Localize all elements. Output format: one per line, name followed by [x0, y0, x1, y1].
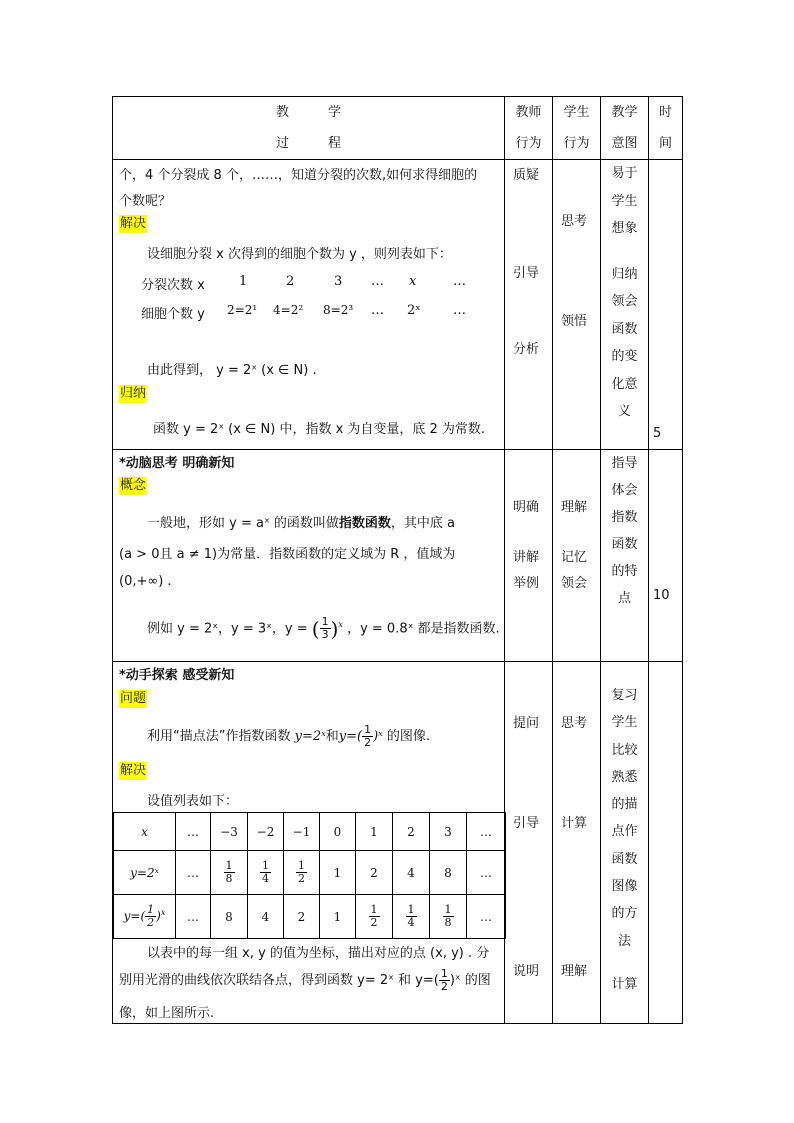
header-time-line2: 间	[658, 136, 672, 151]
table-cell: …	[176, 851, 211, 895]
intent-3-5: 点作	[611, 824, 638, 840]
table-intro: 设值列表如下：	[147, 794, 239, 809]
row-explore	[113, 662, 683, 1024]
intent-2-2: 指数	[611, 510, 638, 525]
table-cell: 2	[284, 895, 320, 939]
intent-3-7: 图像	[611, 879, 638, 895]
header-student	[553, 97, 601, 160]
table-cell: …	[467, 895, 506, 939]
cell-count-2: 4=2²	[273, 303, 304, 317]
division-count-x: x	[409, 274, 417, 289]
table-cell: 4	[248, 895, 284, 939]
x-label: x	[114, 813, 176, 851]
time-value-2: 10	[653, 588, 670, 603]
header-student-line2: 行为	[563, 136, 590, 151]
table-cell: −3	[211, 813, 248, 851]
after-text-1: 以表中的每一组 x, y 的值为坐标，描出对应的点 (x, y) . 分	[147, 946, 490, 961]
intent-2-1: 体会	[611, 483, 638, 498]
teacher-cell-2	[505, 450, 553, 662]
header-row	[113, 97, 683, 160]
after-text-3: 像，如上图所示.	[119, 1006, 215, 1021]
table-cell: $\frac{1}{2}$	[284, 851, 320, 895]
time-cell-3	[649, 662, 683, 1024]
teacher-cell-1	[505, 160, 553, 450]
table-cell: $\frac{1}{4}$	[393, 895, 430, 939]
intent-cell-1	[601, 160, 649, 450]
tag-question: 问题	[120, 691, 147, 706]
header-process	[113, 97, 505, 160]
table-cell: $\frac{1}{8}$	[430, 895, 467, 939]
student-comprehend: 领悟	[561, 314, 588, 329]
value-table-row-y2	[114, 895, 506, 939]
teacher-ask: 提问	[513, 716, 540, 731]
intent-cell-3	[601, 662, 649, 1024]
teacher-explain: 讲解	[513, 550, 540, 565]
row-concept	[113, 450, 683, 662]
table-cell: $\frac{1}{4}$	[248, 851, 284, 895]
division-count-2: 2	[286, 274, 295, 289]
result-formula: 由此得到， y = 2ˣ (x ∈ N) .	[147, 363, 317, 378]
table-cell: 8	[211, 895, 248, 939]
concept-text-2: ，其中底 a	[390, 516, 455, 531]
section-heading-explore: *动手探索 感受新知	[119, 668, 235, 683]
header-teacher-line2: 行为	[515, 136, 542, 151]
header-intent	[601, 97, 649, 160]
cell-count-1: 2=2¹	[227, 303, 258, 317]
process-cell-3	[113, 662, 505, 1024]
division-count-label: 分裂次数 x	[141, 278, 205, 293]
header-teacher	[505, 97, 553, 160]
division-count-ellipsis-2: …	[453, 274, 466, 289]
table-cell: 1	[320, 851, 356, 895]
assume-text: 设细胞分裂 x 次得到的细胞个数为 y ，则列表如下：	[147, 247, 452, 262]
after-text-2: 别用光滑的曲线依次联结各点，得到函数 y= 2ˣ 和 y=( $\frac{1}{2}$ )ˣ 的图	[119, 967, 491, 993]
student-think-2: 思考	[561, 716, 588, 731]
student-understand-2: 理解	[561, 964, 588, 979]
formula-2x: y=2ˣ	[294, 729, 326, 744]
intent-1-b-4: 化意	[611, 376, 638, 392]
example-fraction: $\frac{1}{3}$	[321, 615, 329, 642]
division-count-ellipsis: …	[371, 274, 384, 289]
summary-text: 函数 y = 2ˣ (x ∈ N) 中，指数 x 为自变量，底 2 为常数.	[153, 422, 486, 437]
cell-count-ellipsis: …	[371, 303, 384, 318]
student-cell-1	[553, 160, 601, 450]
time-value-1: 5	[653, 426, 662, 441]
concept-text-1: 一般地，形如 y = aˣ 的函数叫做	[147, 516, 339, 531]
intent-3-9: 法	[617, 933, 631, 949]
table-cell: 1	[320, 895, 356, 939]
intent-1-b-1: 领会	[611, 294, 638, 309]
table-cell: 3	[430, 813, 467, 851]
division-count-3: 3	[334, 274, 343, 289]
table-cell: $\frac{1}{2}$	[356, 895, 393, 939]
header-intent-line1: 教学	[611, 105, 638, 120]
intent-3-2: 比较	[611, 742, 638, 758]
intent-3-8: 的方	[611, 906, 638, 922]
table-cell: 8	[430, 851, 467, 895]
division-count-1: 1	[239, 274, 248, 289]
intent-3-0: 复习	[611, 688, 638, 703]
header-time-line1: 时	[658, 105, 672, 120]
teacher-guide: 引导	[513, 266, 540, 281]
student-cell-3	[553, 662, 601, 1024]
intent-1-a-1: 学生	[611, 193, 638, 209]
table-cell: …	[467, 851, 506, 895]
header-intent-line2: 意图	[611, 136, 638, 151]
header-teacher-line1: 教师	[515, 105, 542, 120]
table-cell: 4	[393, 851, 430, 895]
time-cell-1	[649, 160, 683, 450]
value-table	[113, 812, 506, 939]
process-cell-2: *动脑思考 明确新知 概念 一般地，形如 y = aˣ 的函数叫做指数函数，其中底 a (a > 0且 a ≠ 1)为常量．指数函数的定义域为 R ，值域为 (0,+∞) . 例如 y = 2ˣ，y = 3ˣ，y = ( $\frac{1}{3}$ )$^x$ ，y = 0.8ˣ 都是指数函数.	[113, 450, 505, 662]
intro-line-1: 个，4 个分裂成 8 个，……，知道分裂的次数,如何求得细胞的	[119, 168, 478, 183]
table-cell: 1	[356, 813, 393, 851]
student-memorize: 记忆	[561, 550, 588, 565]
table-cell: −2	[248, 813, 284, 851]
intent-3-6: 函数	[611, 851, 638, 867]
teacher-describe: 说明	[513, 964, 540, 979]
intent-2-3: 函数	[611, 537, 638, 552]
table-cell: …	[176, 813, 211, 851]
table-cell: $\frac{1}{8}$	[211, 851, 248, 895]
student-think: 思考	[561, 214, 588, 229]
intent-1-b-2: 函数	[611, 321, 638, 337]
intent-1-a-0: 易于	[611, 166, 638, 181]
tag-concept: 概念	[120, 478, 147, 493]
teacher-example: 举例	[513, 576, 540, 591]
intent-1-b-3: 的变	[611, 349, 638, 364]
lesson-table	[112, 96, 683, 1024]
row-cell-division	[113, 160, 683, 450]
table-cell: 2	[393, 813, 430, 851]
intent-cell-2	[601, 450, 649, 662]
tag-solve-2: 解决	[120, 763, 147, 778]
y2-label: y=( $\frac{1}{2}$ )$^x$	[114, 895, 176, 939]
intent-1-b-5: 义	[617, 404, 631, 419]
cell-count-label: 细胞个数 y	[141, 307, 205, 322]
teacher-clarify: 明确	[513, 500, 540, 515]
example-text-2: ，y = 0.8ˣ 都是指数函数.	[347, 621, 500, 637]
intent-2-0: 指导	[611, 456, 638, 471]
intent-1-b-0: 归纳	[611, 266, 638, 282]
header-process-line1: 教 学	[275, 105, 341, 120]
intent-3-3: 熟悉	[611, 769, 638, 785]
intent-1-a-2: 想象	[611, 221, 638, 236]
table-cell: …	[176, 895, 211, 939]
table-cell: 0	[320, 813, 356, 851]
concept-line-3: (0,+∞) .	[119, 574, 172, 589]
header-process-line2: 过 程	[275, 136, 341, 151]
tag-summary: 归纳	[120, 386, 147, 401]
question-text: 利用“描点法”作指数函数 y=2ˣ和y=( $\frac{1}{2}$ )ˣ 的图像.	[147, 723, 431, 749]
table-cell: …	[467, 813, 506, 851]
intent-2-4: 的特	[611, 564, 638, 579]
student-cell-2	[553, 450, 601, 662]
y1-label: y=2ˣ	[114, 851, 176, 895]
teacher-analyze: 分析	[513, 342, 540, 357]
student-understand: 理解	[561, 500, 588, 515]
teacher-guide-2: 引导	[513, 816, 540, 831]
cell-count-x: 2ˣ	[407, 303, 421, 318]
example-text-1: 例如 y = 2ˣ，y = 3ˣ，y =	[147, 621, 308, 637]
time-cell-2	[649, 450, 683, 662]
intent-2-5: 点	[617, 591, 631, 606]
tag-solve: 解决	[120, 216, 147, 231]
table-cell: 2	[356, 851, 393, 895]
header-student-line1: 学生	[563, 105, 590, 120]
concept-term: 指数函数	[338, 516, 391, 531]
intent-3-11: 计算	[611, 976, 638, 992]
teacher-question: 质疑	[513, 168, 540, 183]
intent-3-1: 学生	[611, 715, 638, 731]
value-table-row-x	[114, 813, 506, 851]
student-calc: 计算	[561, 816, 588, 831]
header-time	[649, 97, 683, 160]
value-table-row-y1	[114, 851, 506, 895]
intro-line-2: 个数呢？	[119, 194, 172, 209]
cell-count-ellipsis-2: …	[453, 303, 466, 318]
process-cell-1	[113, 160, 505, 450]
concept-line-2: (a > 0且 a ≠ 1)为常量．指数函数的定义域为 R ，值域为	[119, 547, 456, 562]
table-cell: −1	[284, 813, 320, 851]
student-grasp: 领会	[561, 576, 588, 591]
section-heading-think: *动脑思考 明确新知	[119, 456, 235, 471]
intent-3-4: 的描	[611, 797, 638, 813]
teacher-cell-3	[505, 662, 553, 1024]
cell-count-3: 8=2³	[323, 303, 354, 317]
